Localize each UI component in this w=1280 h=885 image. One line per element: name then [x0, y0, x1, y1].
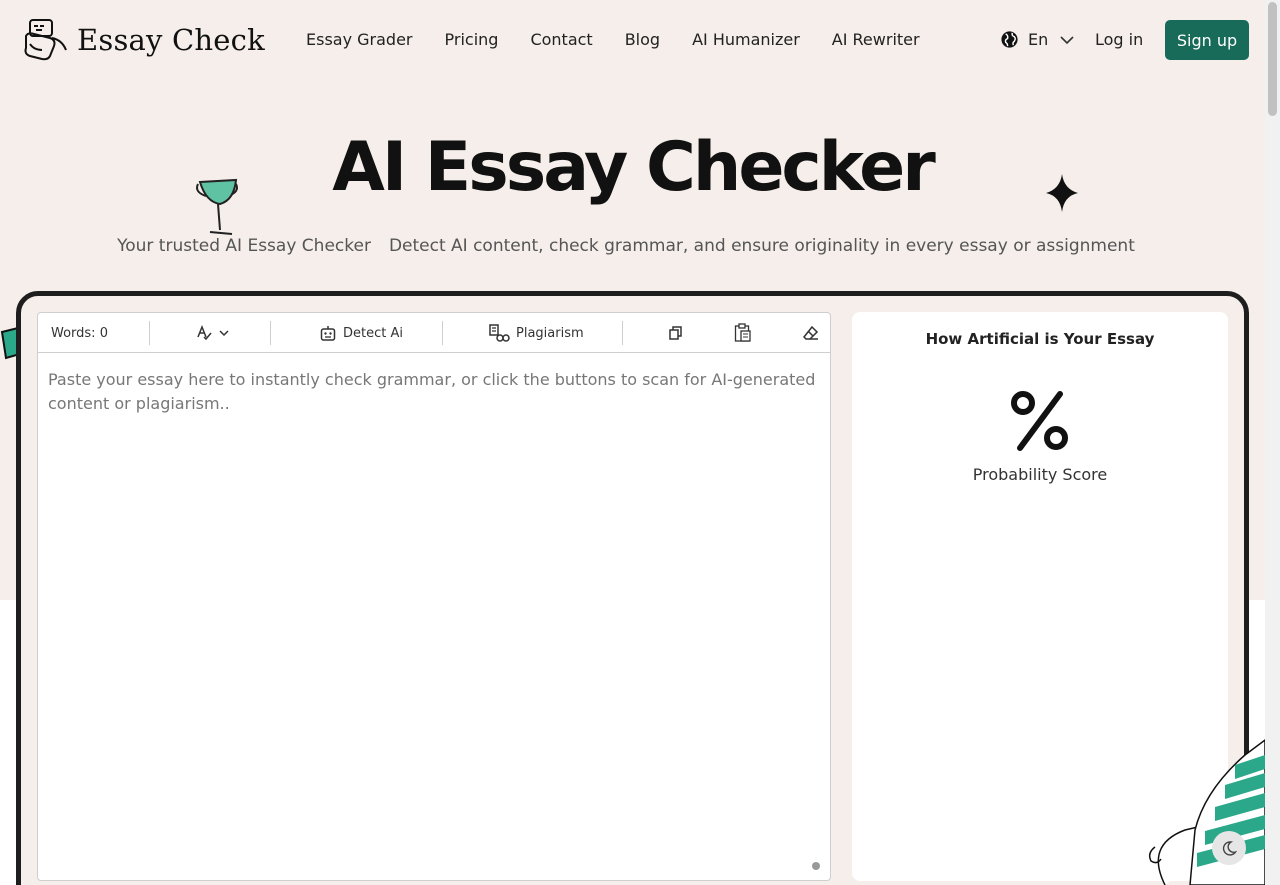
login-link[interactable]: Log in	[1095, 30, 1144, 49]
essay-editor[interactable]	[37, 312, 831, 881]
resize-handle[interactable]	[812, 862, 820, 870]
plagiarism-icon	[488, 323, 510, 343]
chevron-down-icon	[1057, 34, 1077, 46]
mascot-decoration	[1135, 735, 1265, 885]
theme-toggle-button[interactable]	[1212, 831, 1246, 865]
toolbar-divider	[622, 321, 623, 345]
subtitle-left: Your trusted AI Essay Checker	[117, 236, 371, 256]
plagiarism-label: Plagiarism	[516, 325, 584, 341]
language-label: En	[1028, 30, 1049, 49]
editor-toolbar	[38, 313, 830, 353]
globe-icon	[1000, 30, 1019, 49]
logo-icon	[22, 16, 69, 63]
plagiarism-button[interactable]	[488, 313, 584, 353]
probability-score-label: Probability Score	[972, 465, 1108, 484]
subtitle-right: Detect AI content, check grammar, and ensure originality in every essay or assignment	[388, 236, 1135, 256]
nav-ai-humanizer[interactable]: AI Humanizer	[692, 30, 800, 49]
spellcheck-icon	[196, 325, 212, 341]
detect-ai-button[interactable]	[319, 313, 403, 353]
grammar-check-button[interactable]	[196, 313, 230, 353]
logo[interactable]	[22, 16, 265, 63]
result-title: How Artificial is Your Essay	[925, 330, 1155, 348]
nav-blog[interactable]: Blog	[624, 30, 661, 49]
nav-essay-grader[interactable]: Essay Grader	[306, 30, 413, 49]
toolbar-divider	[149, 321, 150, 345]
main-nav	[306, 30, 952, 49]
paste-icon	[734, 323, 752, 343]
logo-text: Essay Check	[77, 22, 265, 57]
signup-button[interactable]: Sign up	[1165, 20, 1249, 60]
page-scrollbar[interactable]	[1265, 0, 1280, 885]
detect-ai-label: Detect Ai	[343, 325, 403, 341]
language-selector[interactable]	[1000, 30, 1077, 49]
page-title: AI Essay Checker	[332, 128, 933, 207]
nav-pricing[interactable]: Pricing	[444, 30, 499, 49]
percent-icon	[1010, 390, 1070, 452]
word-count-label: Words: 0	[51, 325, 108, 341]
scrollbar-thumb[interactable]	[1268, 2, 1277, 116]
copy-button[interactable]	[668, 313, 684, 353]
word-count	[51, 313, 108, 353]
toolbar-divider	[442, 321, 443, 345]
moon-icon	[1221, 840, 1237, 856]
chevron-down-icon	[218, 327, 230, 339]
nav-contact[interactable]: Contact	[530, 30, 593, 49]
toolbar-divider	[270, 321, 271, 345]
robot-icon	[319, 324, 337, 342]
copy-icon	[668, 325, 684, 341]
page-subtitle	[0, 236, 1252, 256]
paste-button[interactable]	[734, 313, 752, 353]
eraser-icon	[803, 325, 819, 341]
essay-input-placeholder: Paste your essay here to instantly check grammar, or click the buttons to scan for AI-generated content or plagiarism..	[48, 370, 816, 413]
nav-ai-rewriter[interactable]: AI Rewriter	[831, 30, 920, 49]
clear-button[interactable]	[803, 313, 819, 353]
